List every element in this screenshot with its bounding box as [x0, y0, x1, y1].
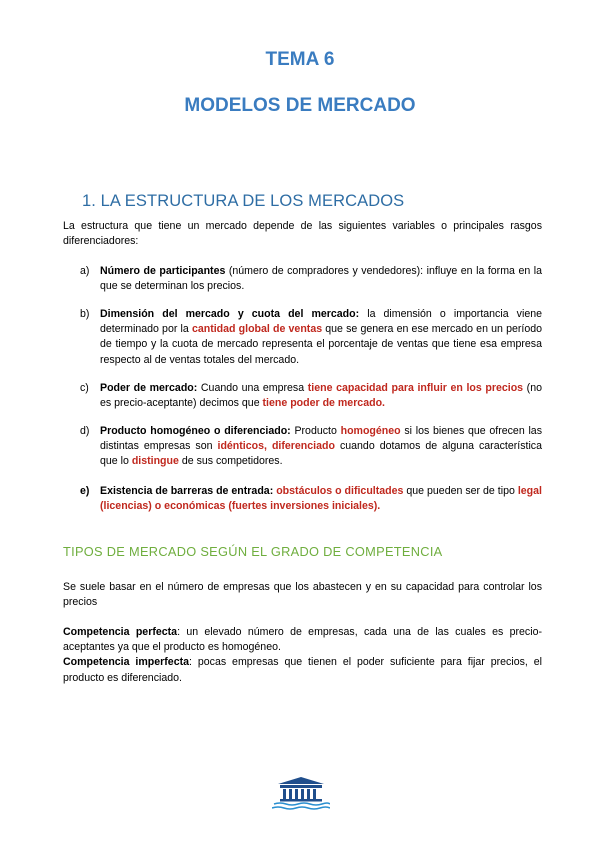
- list-item: [80, 307, 542, 368]
- term: Número de participantes: [100, 265, 226, 277]
- definition: Producto: [290, 425, 341, 437]
- definition-imperfecta: [63, 655, 542, 685]
- definition: : pocas empresas que tienen el poder suficiente para fijar precios, el producto es diferenciado.: [63, 656, 542, 684]
- term: Dimensión del mercado y cuota del mercado:: [100, 308, 360, 320]
- highlight: tiene poder de mercado.: [262, 397, 385, 410]
- list-item-marker: a): [80, 265, 90, 277]
- definition: de sus competidores.: [178, 455, 283, 468]
- list-item: [80, 424, 542, 470]
- definition: que se genera en ese mercado en un período de tiempo y la cuota de mercado representa el porcentaje de ventas que tiene esa empresa respecto al de ventas totales del mercado.: [100, 323, 542, 366]
- definition: (número de compradores y vendedores): influye en la forma en la que se determinan los precios.: [100, 265, 542, 293]
- list-item-marker: b): [80, 308, 90, 320]
- list-item: [80, 264, 542, 294]
- section-heading-estructura: 1. LA ESTRUCTURA DE LOS MERCADOS: [82, 192, 405, 210]
- document-title: TEMA 6: [265, 49, 335, 70]
- list-item-marker: e): [80, 485, 90, 497]
- definition: que pueden ser de tipo: [403, 485, 518, 497]
- highlight: idénticos, diferenciado: [217, 440, 335, 453]
- term: Competencia perfecta: [63, 626, 178, 638]
- highlight: legal (licencias) o económicas (fuertes inversiones iniciales).: [100, 485, 542, 513]
- term: Producto homogéneo o diferenciado:: [100, 425, 291, 437]
- definition: la dimensión o importancia viene determinado por la: [100, 308, 542, 336]
- highlight: homogéneo: [340, 425, 401, 437]
- highlight: tiene capacidad para influir en los precios: [307, 382, 524, 394]
- list-item: [80, 484, 542, 514]
- term: Competencia imperfecta: [63, 656, 190, 669]
- definition: (no es precio-aceptante) decimos que: [100, 382, 542, 410]
- list-item-marker: d): [80, 425, 90, 437]
- term: Existencia de barreras de entrada:: [100, 485, 274, 497]
- section-intro: La estructura que tiene un mercado depende de las siguientes variables o principales rasgos diferenciadores:: [63, 220, 542, 248]
- list-item-marker: c): [80, 382, 89, 394]
- list-item: [80, 381, 542, 411]
- document-subtitle: MODELOS DE MERCADO: [184, 95, 416, 116]
- definition: Cuando una empresa: [197, 382, 308, 394]
- school-building-logo-icon: [272, 776, 330, 812]
- section-intro: Se suele basar en el número de empresas que los abastecen y en su capacidad para controlar los precios: [63, 581, 542, 609]
- competition-definitions: [63, 625, 542, 686]
- highlight: distingue: [131, 455, 179, 468]
- highlight: obstáculos o dificultades: [276, 485, 404, 497]
- definition: cuando dotamos de alguna característica que lo: [100, 440, 542, 468]
- definition: si los bienes que ofrecen las distintas empresas son: [100, 425, 542, 453]
- definition: : un elevado número de empresas, cada una de las cuales es precio-aceptantes ya que el producto es homogéneo.: [63, 626, 542, 654]
- term: Poder de mercado:: [100, 382, 198, 394]
- definition-perfecta: [63, 625, 542, 655]
- section-heading-tipos: TIPOS DE MERCADO SEGÚN EL GRADO DE COMPETENCIA: [63, 544, 443, 559]
- highlight: cantidad global de ventas: [191, 323, 323, 336]
